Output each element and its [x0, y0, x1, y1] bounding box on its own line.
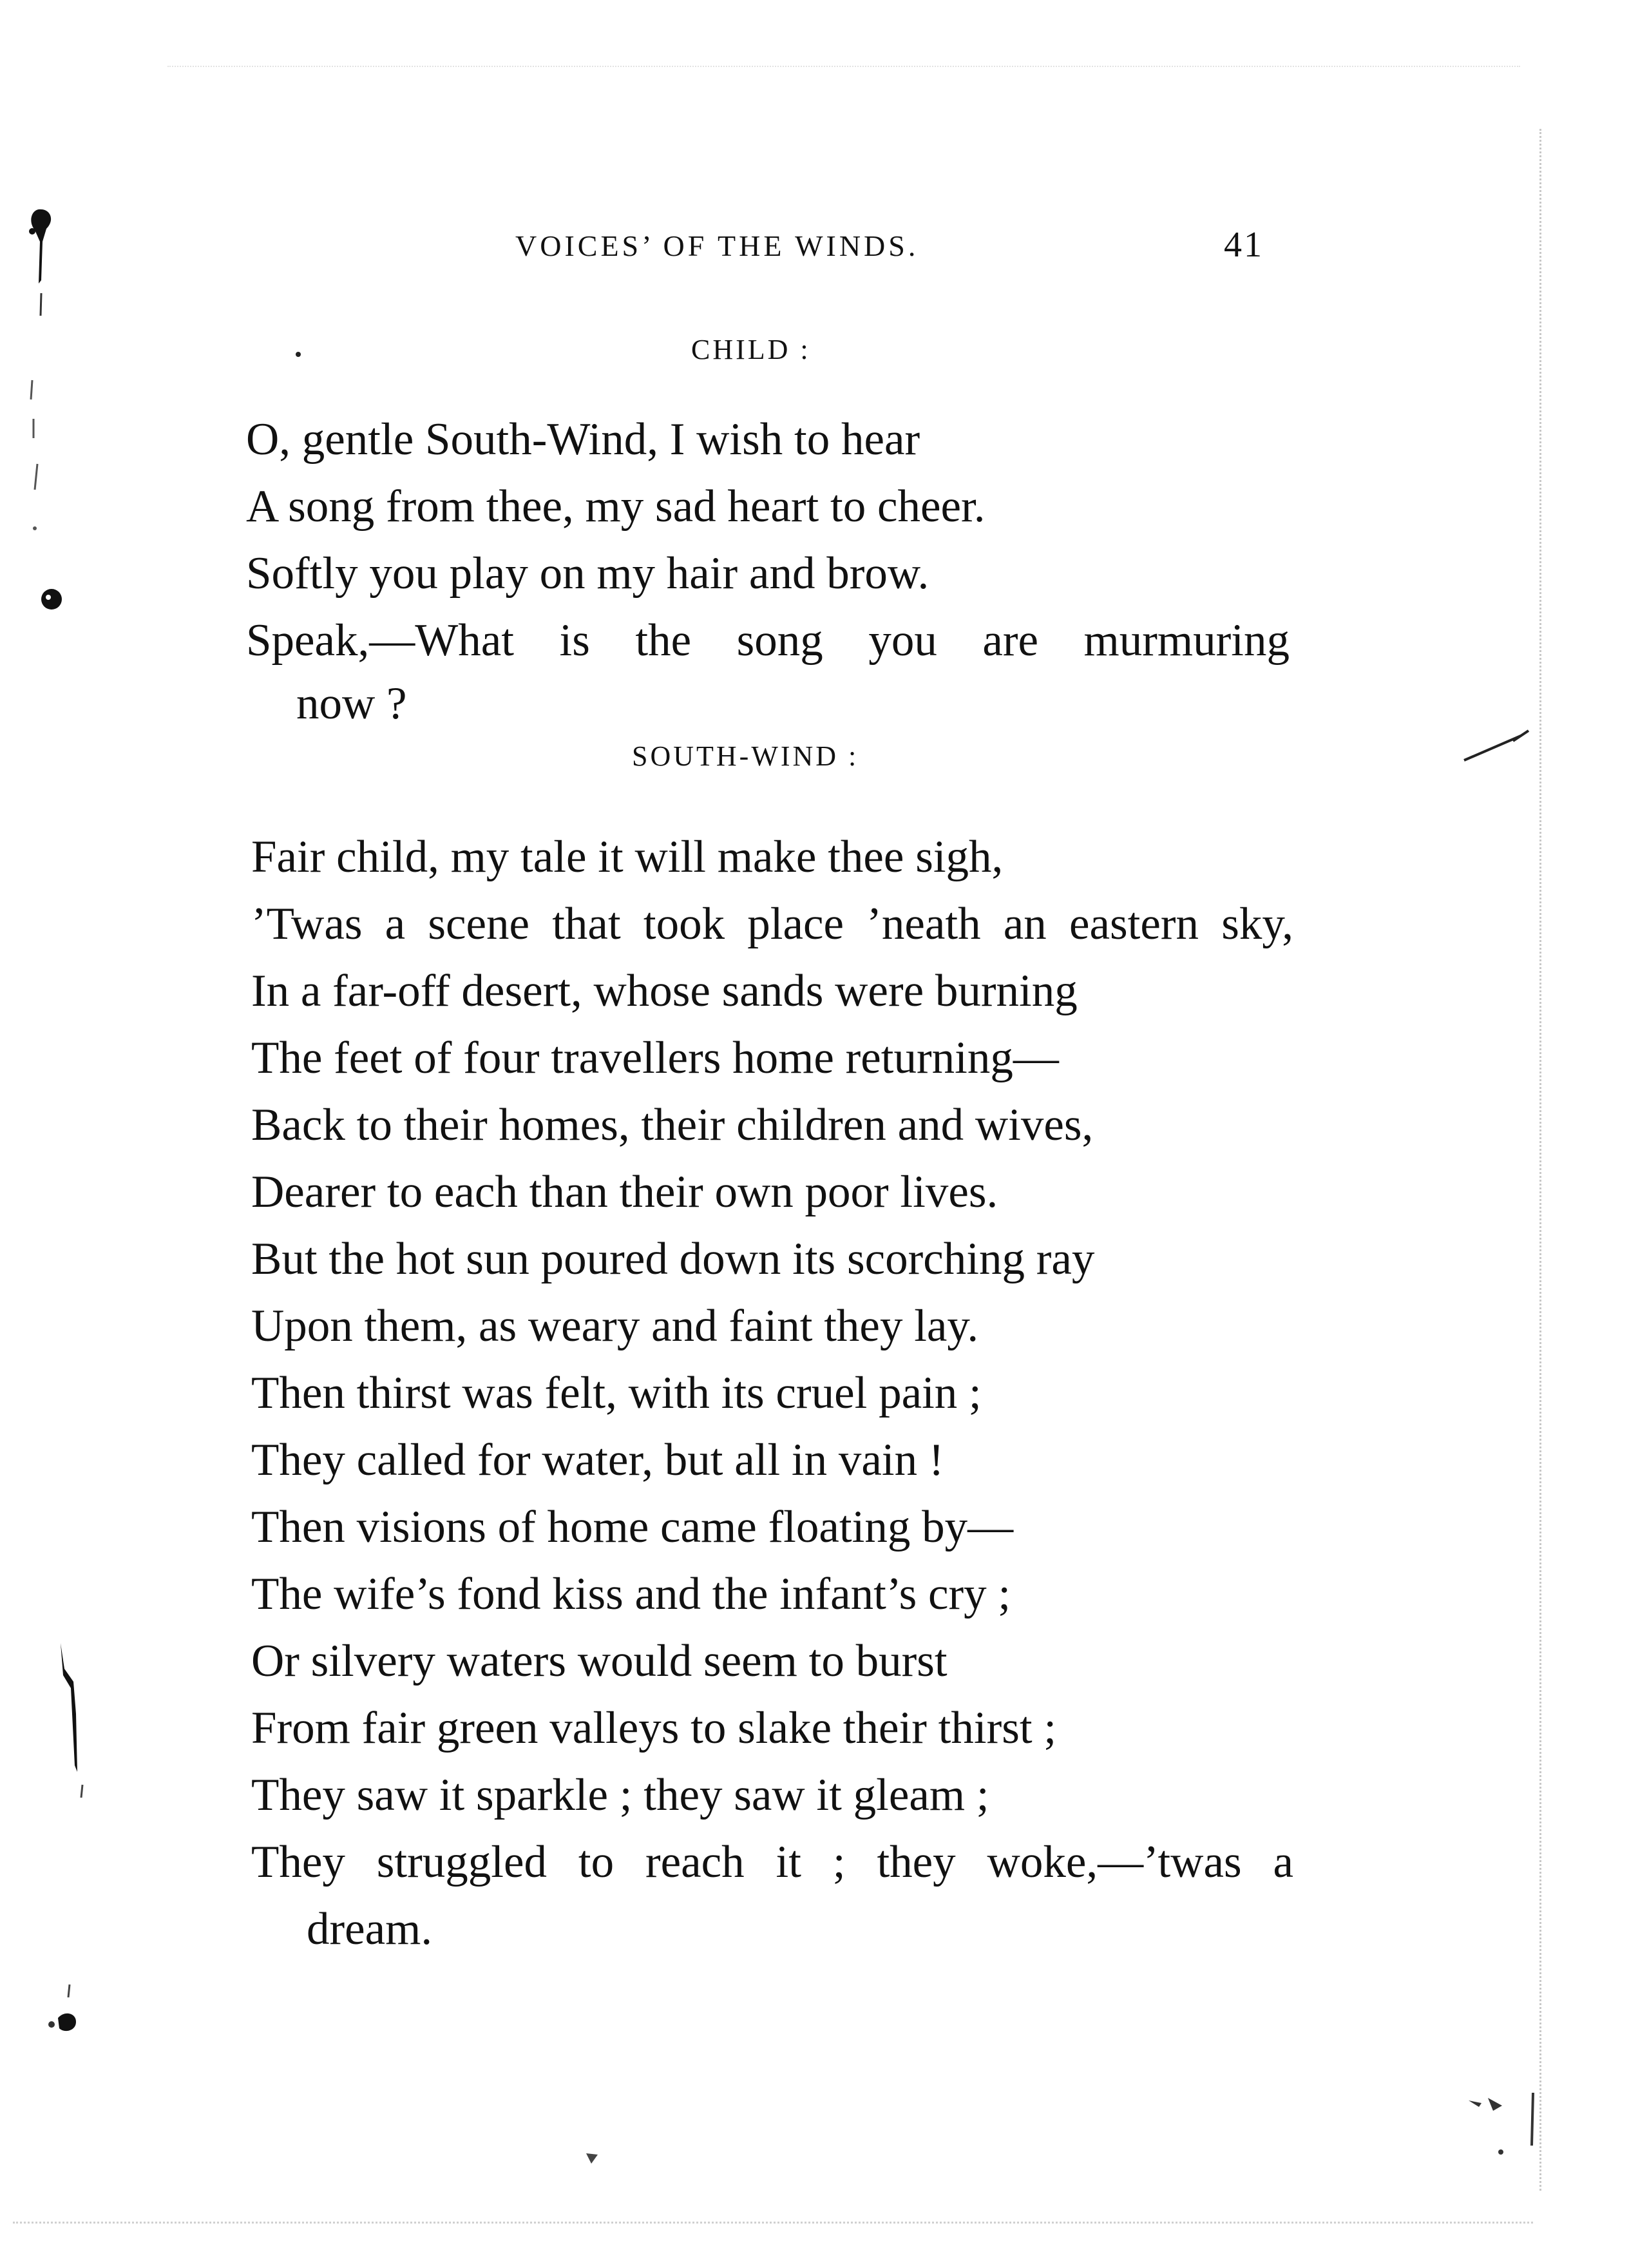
- speck-mark: [26, 374, 52, 541]
- verse-line: Back to their homes, their children and wives,: [251, 1100, 1094, 1150]
- verse-line: Then thirst was felt, with its cruel pain ;: [251, 1368, 982, 1418]
- verse-line: ’Twas a scene that took place ’neath an eastern sky,: [251, 899, 1293, 949]
- running-title: VOICES’ OF THE WINDS.: [515, 229, 919, 262]
- verse-line: Then visions of home came floating by—: [251, 1502, 1014, 1552]
- verse-line: Dearer to each than their own poor lives.: [251, 1167, 998, 1217]
- verse-line: From fair green valleys to slake their thirst ;: [251, 1703, 1057, 1753]
- verse-line: Speak,—What is the song you are murmuring: [246, 615, 1290, 666]
- right-speck-mark: [1462, 2088, 1546, 2158]
- verse-line: But the hot sun poured down its scorching ray: [251, 1234, 1095, 1284]
- verse-line-turnover: dream.: [307, 1904, 433, 1954]
- page-number: 41: [1224, 225, 1264, 265]
- verse-line: They saw it sparkle ; they saw it gleam ;: [251, 1770, 989, 1820]
- verse-line: Softly you play on my hair and brow.: [246, 548, 929, 599]
- verse-line-turnover: now ?: [296, 678, 407, 729]
- scan-edge-top: [167, 66, 1520, 67]
- verse-line: A song from thee, my sad heart to cheer.: [246, 481, 986, 532]
- dot-mark: [292, 348, 305, 361]
- ink-blot-mark: [13, 203, 64, 319]
- verse-line: The feet of four travellers home returning—: [251, 1033, 1059, 1083]
- blot-mark-lower: [39, 1978, 90, 2049]
- stanza-child: [246, 406, 1290, 733]
- verse-line: Or silvery waters would seem to burst: [251, 1636, 948, 1686]
- speaker-south-wind: SOUTH-WIND :: [632, 740, 859, 772]
- verse-line: O, gentle South-Wind, I wish to hear: [246, 414, 920, 465]
- right-stroke-mark: [1459, 722, 1536, 773]
- verse-line: The wife’s fond kiss and the infant’s cry ;: [251, 1569, 1011, 1619]
- verse-line: In a far-off desert, whose sands were burning: [251, 966, 1078, 1016]
- speaker-child: CHILD :: [691, 334, 811, 365]
- stanza-south-wind: [251, 823, 1293, 1963]
- margin-stroke-mark: [52, 1637, 90, 1804]
- verse-line: They called for water, but all in vain !: [251, 1435, 944, 1485]
- scan-edge-bottom: [13, 2222, 1533, 2224]
- scan-edge-right: [1539, 129, 1541, 2191]
- center-speck-mark: [580, 2146, 605, 2171]
- verse-line: Upon them, as weary and faint they lay.: [251, 1301, 979, 1351]
- verse-line: Fair child, my tale it will make thee sigh,: [251, 832, 1004, 882]
- verse-line: They struggled to reach it ; they woke,—’twas a: [251, 1837, 1293, 1887]
- blot-mark: [35, 583, 68, 615]
